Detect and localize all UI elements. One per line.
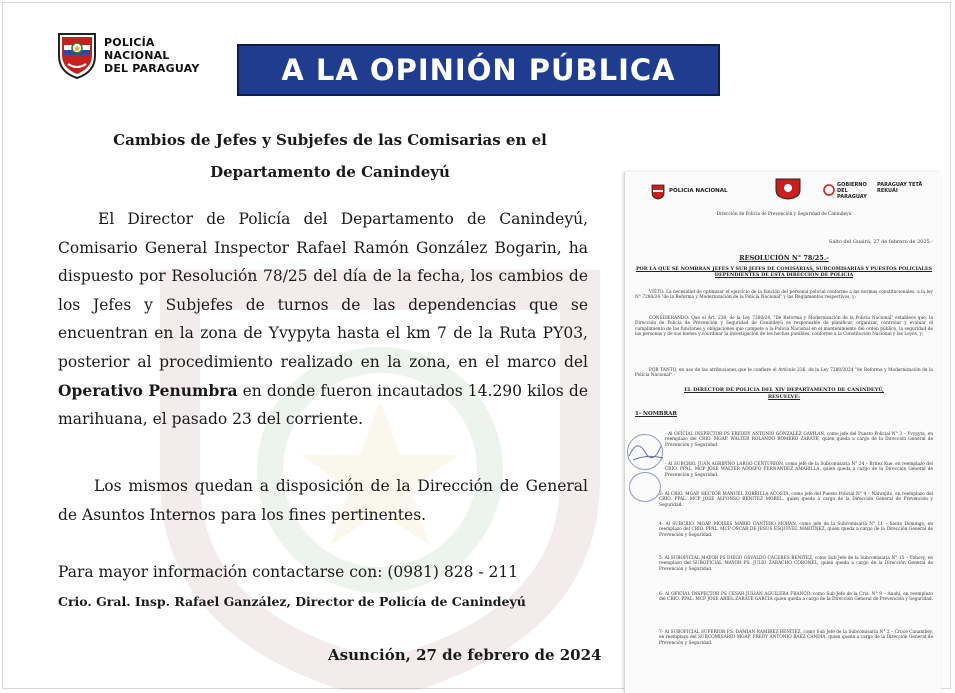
document-considerando: CONSIDERANDO: Que el Art. 236, de la Ley 7280/24, "De Reforma y Modernización de la Policía Nacional" establece que, la Dirección de Policía de Prevención y Seguridad de Canindeyú es responsable de planificar, organizar, controlar y evaluar el cumplimiento de las funciones y obligaciones que compete a la Policía Nacional en el mantenimiento del orden público, la seguridad de las personas y de sus bienes y coordinar la investigación de los hechos punibles, conforme a la Constitución Nacional y las Leyes, y; [635,316,933,338]
public-notice-banner [237,44,720,96]
document-police-shield-icon [651,184,665,200]
document-resolves-line-2: RESUELVE: [767,394,801,400]
document-item: 4- Al SUBCRIO. MGAP. MOISES MARIO CANTERO MORAN, como jefe de la Subcomisaría N° 11 – Santo Domingo, en reemplazo del CRIO. PPAL. MCP OSCAR DE JESUS ESQUIVEL MARTINEZ, quien queda a cargo de la Dirección General de Prevención y Seguridad. [659,522,933,538]
signature-line: Crio. Gral. Insp. Rafael Ganzález, Director de Policía de Canindeyú [58,594,526,609]
document-subject: POR LA QUE SE NOMBRAN JEFES Y SUB JEFES DE COMISARIAS, SUBCOMISARIAS Y PUESTOS POLICIALES DEPENDIENTES DE ESTA DIRECCIÓN DE POLICIA [635,266,933,278]
police-logo [56,30,199,80]
contact-line: Para mayor información contactarse con: (0981) 828 - 211 [58,563,519,581]
heading-line-1: Cambios de Jefes y Subjefes de las Comisarias en el [113,131,547,149]
resolution-document-image [624,172,941,693]
press-release-heading [60,124,600,188]
document-por-tanto: POR TANTO, en uso de las atribuciones que le confiere el Artículo 236, de la Ley 7280/2024 "de Reforma y Modernización de la Policía Nacional".- [635,368,933,379]
logo-line-1: POLICÍA [104,35,155,49]
document-item: 6- Al OFICIAL INSPECTOR PS CESAR JULIAN AGUILERA FRANCO, como Sub Jefe de la Cria. N° 9 – Anahi, en reemplazo del CRIO. PPAL. MCP JOSE ABIEL ZARATE GARCIA quien queda a cargo de la Dirección General de Prevención y Seguridad. [659,592,933,603]
document-place-date: Salto del Guairá, 27 de febrero de 2025.- [828,239,933,245]
handwritten-signature [627,436,667,466]
document-crest-icon [773,178,803,200]
paragraph1-text-after: en donde fueron incautados 14.290 kilos de marihuana, el pasado 23 del corriente. [58,381,588,429]
document-item: - Al OFICIAL INSPECTOR PS FREDDY ANTONIO GONZALEZ GAVILAN, como jefe del Puesto Policial N° 3 – Yvypyta, en reemplazo del CRIO. MGAP. WALTER ROLANDO ROMERO ZARATE, quien queda a cargo de la Dirección General de Prevención y Seguridad. [665,432,933,448]
document-office: Dirección de Policía de Prevención y Seguridad de Canindeyú [716,212,852,217]
operation-name: Operativo Penumbra [58,380,238,400]
date-line: Asunción, 27 de febrero de 2024 [328,646,602,664]
document-visto: VISTO: La necesidad de optimizar el ejercicio de la función del personal policial conforme a las normas constitucionales, a la ley N° 7280/24 "de la Reforma y Modernización de la Policía Nacional" y las Reglamentos respectivos, y; [635,290,933,301]
paragraph2-text: Los mismos quedan a disposición de la Dirección de General de Asuntos Internos para los fines pertinentes. [58,477,588,524]
logo-line-2: NACIONAL [104,48,170,62]
document-item: 3- Al CRIO. MGAP. HECTOR MANUEL ZORRILLA ACOSTA, como jefe del Puesto Policial N° 4 – Naranjito, en reemplazo del CRIO. PPAL. MCP JOSE ALFONSO BENITEZ MOREL, quien queda a cargo de la Dirección General de Prevención y Seguridad. [659,492,933,508]
heading-line-2: Departamento de Canindeyú [210,163,450,181]
document-header-right-1: GOBIERNO DEL PARAGUAY [837,182,867,200]
official-stamp [629,472,661,502]
document-item: - Al SUBCRIO. JUAN AGRIPINO LARGO CENTURION, como jefe de la Subcomisaría N° 24 – Britez Kue, en reemplazo del CRIO. PPAL. MCP JOSE WALTER ADOLFO FERNANDEZ AMARILLA, quien queda a cargo de la Dirección General de Prevención y Seguridad. [665,462,933,478]
paragraph1-text-before: El Director de Policía del Departamento de Canindeyú, Comisario General Inspector Rafael Ramón González Bogarin, ha dispuesto por Resolución 78/25 del día de la fecha, los cambios de los Jefes y Subjefes de turnos de las dependencias que se encuentran en la zona de Yvypyta hasta el km 7 de la Ruta PY03, posterior al procedimiento realizado en la zona, en el marco del [58,210,588,371]
document-nombrar: 1- NOMBRAR [635,411,677,417]
paragraph-disposition [58,472,588,529]
banner-title: A LA OPINIÓN PÚBLICA [281,53,676,87]
document-resolution-number: RESOLUCIÓN N° 78/25.- [739,254,829,262]
document-resolves-line-1: EL DIRECTOR DE POLICIA DEL XIV DEPARTAMENTO DE CANINDEYÚ, [684,387,884,393]
document-header [645,178,935,208]
logo-line-3: DEL PARAGUAY [104,61,200,75]
document-item: 5- Al SUBOFICIAL MAYOR PS DIEGO OSVALDO CACERES BENITEZ, como Sub Jefe de la Subcomisaría N° 15 – Ybhovy, en reemplazo del SUBOFICIAL MAYOR PS. JULIO ZARACHO CORONEL, quien queda a cargo de la Dirección General de Prevención y Seguridad. [659,556,933,572]
document-header-left: POLICIA NACIONAL [669,188,728,194]
police-shield-icon [56,30,98,80]
paragraph-announcement [58,205,588,434]
document-government-icon [823,184,835,196]
document-header-right-2: PARAGUAY TETÃ REKUÁI [877,182,923,194]
document-item: 7- Al SUBOFICIAL SUPERIOR P.S. DAMIAN RAMIREZ BENITEZ, como Sub Jefe de la Subcomisaría N° 2 – Cruce Canambey, en reemplazo del SUBCOMISARIO MGAP. FREDY ANTONIO BAEZ CANDIA, quien queda a cargo de la Dirección General de Prevención y Seguridad. [659,630,933,646]
